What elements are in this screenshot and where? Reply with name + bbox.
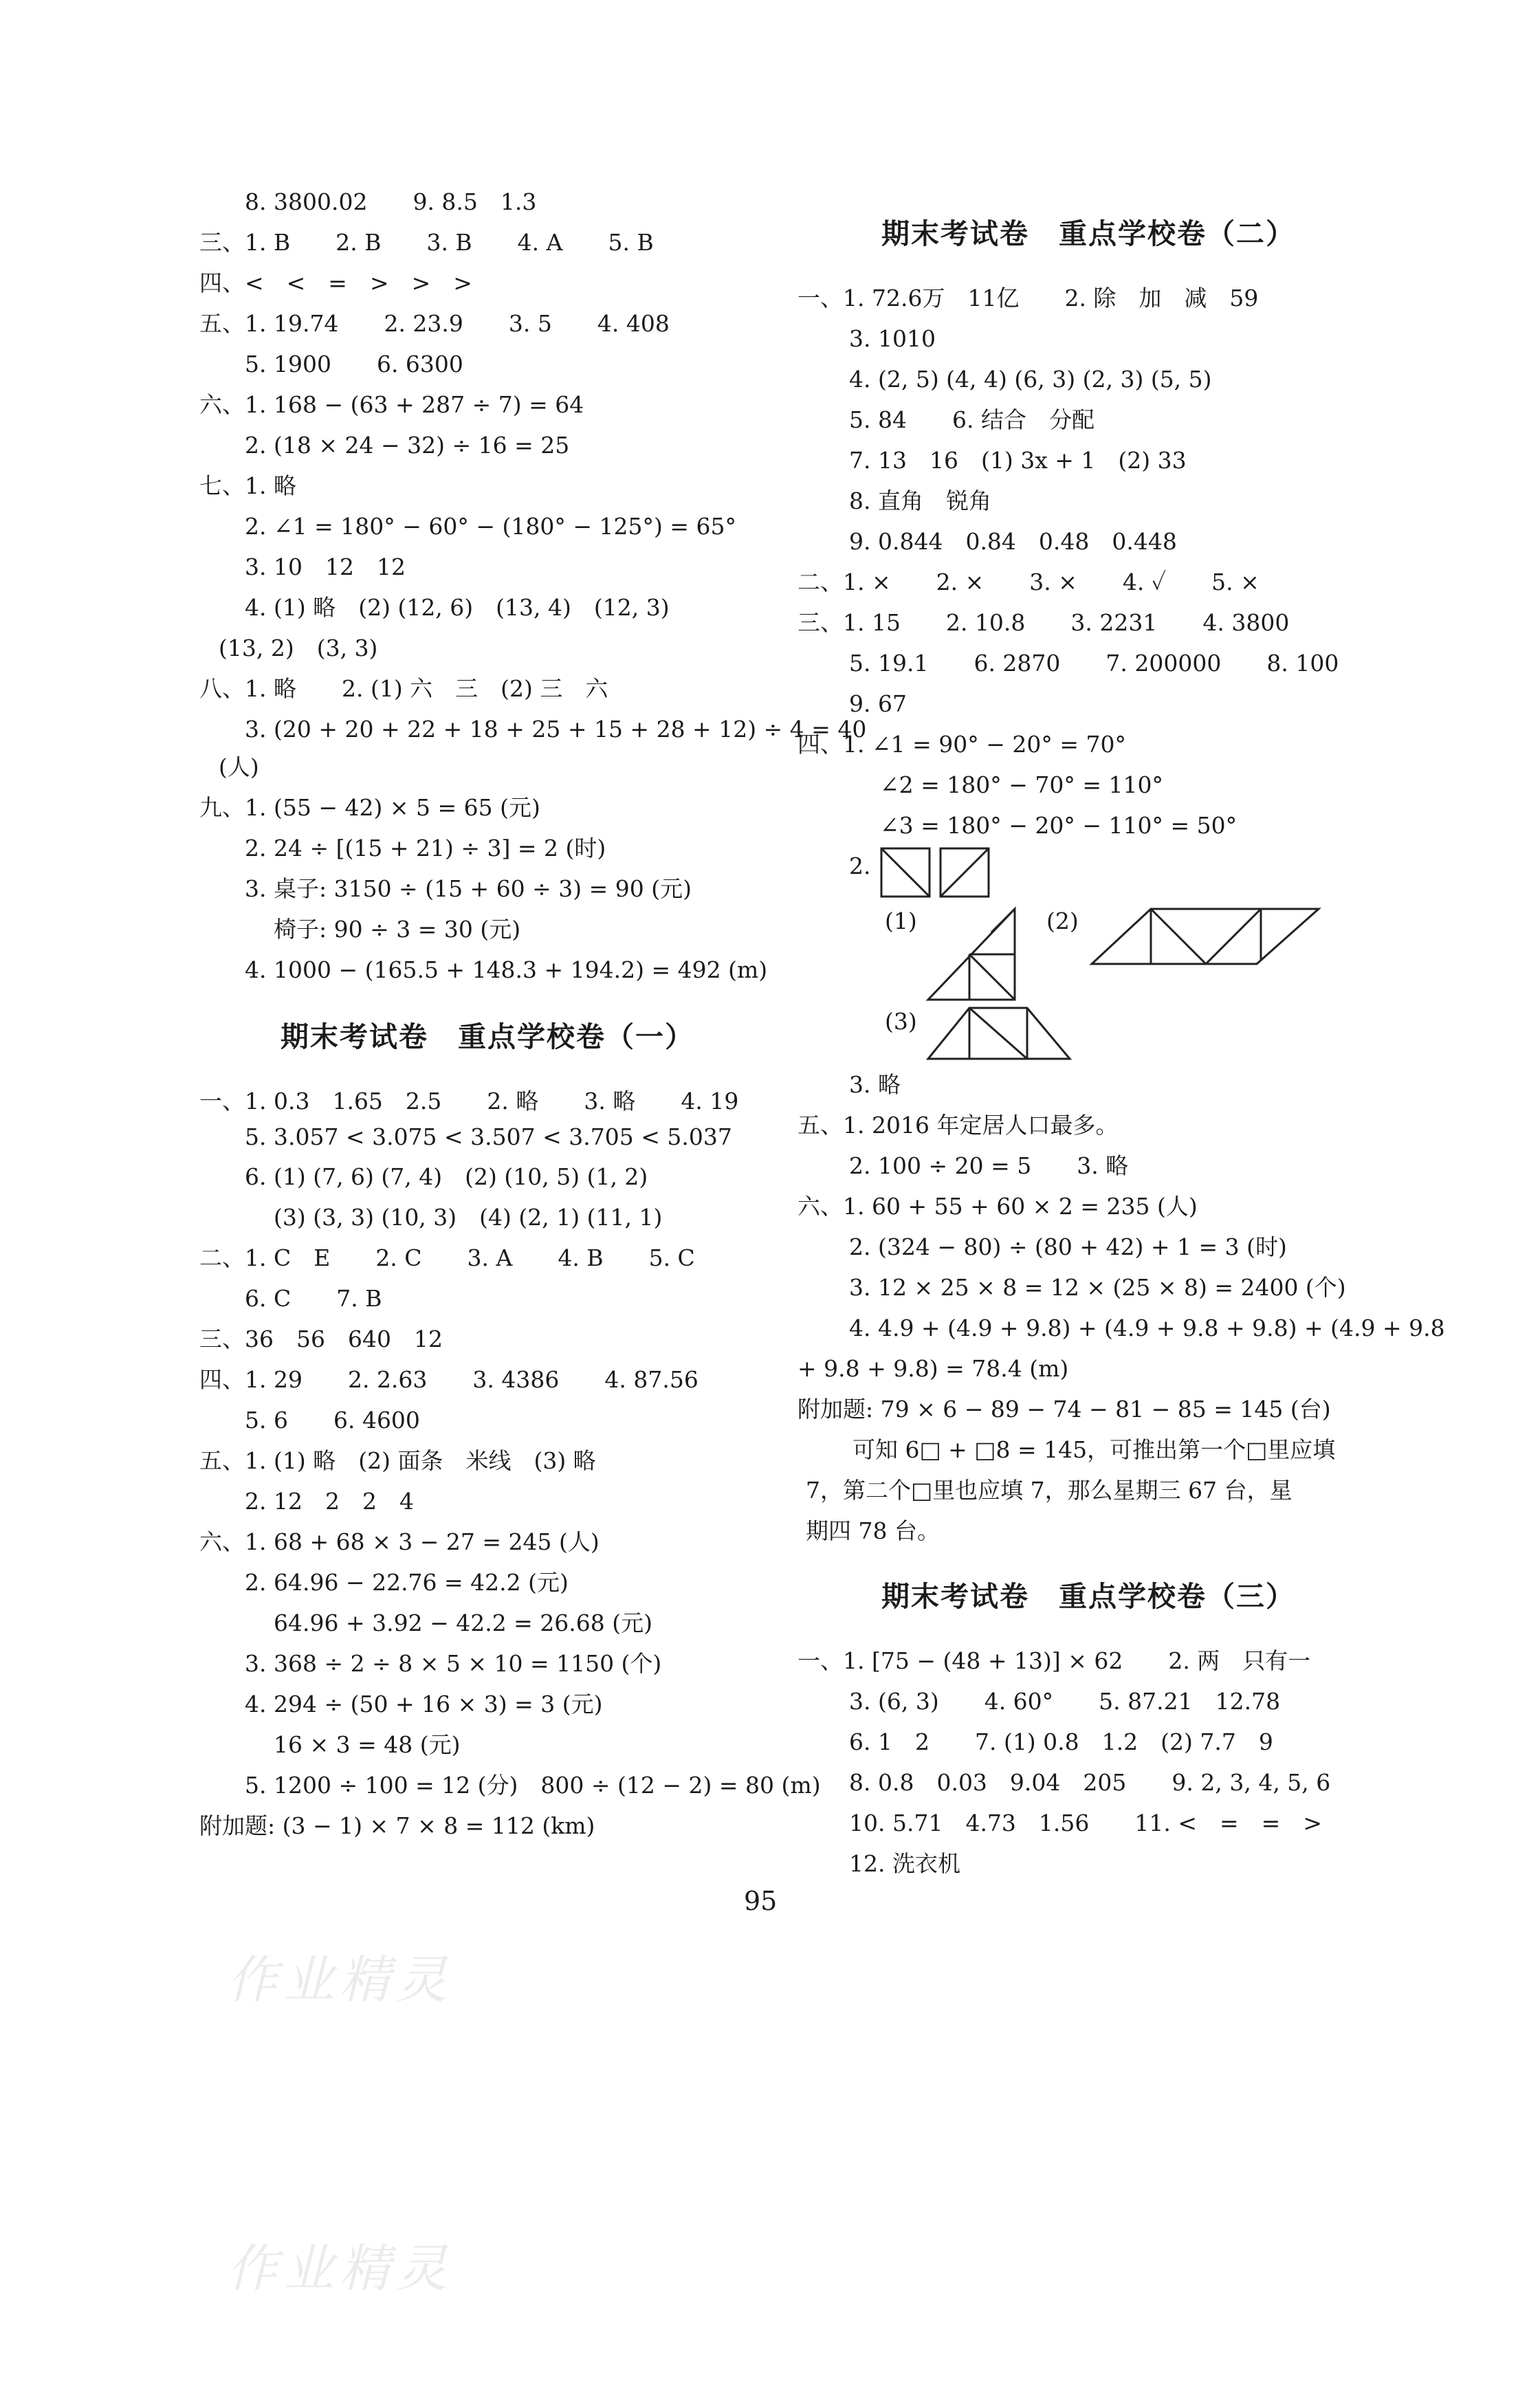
answer-line: 九、1. (55 − 42) × 5 = 65 (元) <box>199 794 540 821</box>
answer-line: 一、1. 0.3 1.65 2.5 2. 略 3. 略 4. 19 <box>199 1088 739 1114</box>
answer-line: 8. 3800.02 9. 8.5 1.3 <box>245 188 537 215</box>
answer-line: 5. 84 6. 结合 分配 <box>849 406 1094 433</box>
answer-line: 4. (1) 略 (2) (12, 6) (13, 4) (12, 3) <box>245 594 670 621</box>
figure-square-a <box>880 847 935 899</box>
answer-line: 三、1. 15 2. 10.8 3. 2231 4. 3800 <box>798 609 1290 636</box>
answer-line: 一、1. [75 − (48 + 13)] × 62 2. 两 只有一 <box>798 1647 1311 1674</box>
answer-line: 3. 1010 <box>849 325 936 352</box>
answer-line: 12. 洗衣机 <box>849 1850 960 1877</box>
answer-line: 6. C 7. B <box>245 1285 382 1312</box>
figure-3-trapezoid <box>925 1005 1072 1063</box>
watermark-top: 作业精灵 <box>227 1951 452 2010</box>
answer-line: 5. 6 6. 4600 <box>245 1407 420 1434</box>
answer-line: 4. 1000 − (165.5 + 148.3 + 194.2) = 492 (m) <box>245 956 768 983</box>
section-title: 期末考试卷 重点学校卷（一） <box>280 1020 694 1053</box>
answer-line: 六、1. 68 + 68 × 3 − 27 = 245 (人) <box>199 1528 600 1555</box>
answer-line: 椅子: 90 ÷ 3 = 30 (元) <box>274 916 521 943</box>
answer-line: 3. 略 <box>849 1071 901 1098</box>
answer-line: 二、1. C E 2. C 3. A 4. B 5. C <box>199 1244 695 1271</box>
answer-line: 二、1. × 2. × 3. × 4. ✓ 5. × <box>798 569 1260 595</box>
answer-line: 2. 12 2 2 4 <box>245 1488 414 1515</box>
answer-line: 三、36 56 640 12 <box>199 1326 443 1352</box>
answer-line: 8. 0.8 0.03 9.04 205 9. 2, 3, 4, 5, 6 <box>849 1769 1331 1796</box>
answer-line: 2. ∠1 = 180° − 60° − (180° − 125°) = 65° <box>245 513 736 540</box>
answer-line: 六、1. 60 + 55 + 60 × 2 = 235 (人) <box>798 1193 1198 1220</box>
section-title: 期末考试卷 重点学校卷（三） <box>881 1580 1295 1613</box>
answer-line: 2. (18 × 24 − 32) ÷ 16 = 25 <box>245 432 570 459</box>
answer-line: 6. (1) (7, 6) (7, 4) (2) (10, 5) (1, 2) <box>245 1163 648 1190</box>
answer-line: 5. 1900 6. 6300 <box>245 351 463 377</box>
answer-line: 6. 1 2 7. (1) 0.8 1.2 (2) 7.7 9 <box>849 1728 1273 1755</box>
answer-line: 3. 368 ÷ 2 ÷ 8 × 5 × 10 = 1150 (个) <box>245 1650 662 1677</box>
answer-line: 一、1. 72.6万 11亿 2. 除 加 减 59 <box>798 285 1259 311</box>
page-number: 95 <box>744 1886 778 1916</box>
answer-line: 附加题: (3 − 1) × 7 × 8 = 112 (km) <box>199 1812 595 1839</box>
answer-line: 五、1. (1) 略 (2) 面条 米线 (3) 略 <box>199 1447 596 1474</box>
answer-line: 七、1. 略 <box>199 472 296 499</box>
answer-line: 八、1. 略 2. (1) 六 三 (2) 三 六 <box>199 675 608 702</box>
answer-line: 2. <box>849 853 871 879</box>
answer-line: 2. (324 − 80) ÷ (80 + 42) + 1 = 3 (时) <box>849 1233 1287 1260</box>
answer-line: ∠3 = 180° − 20° − 110° = 50° <box>880 812 1238 839</box>
figure-label: (2) <box>1046 908 1079 934</box>
watermark-bottom: 作业精灵 <box>227 2239 452 2298</box>
answer-line: 2. 24 ÷ [(15 + 21) ÷ 3] = 2 (时) <box>245 835 606 861</box>
figure-square-b <box>939 847 994 899</box>
answer-line: 3. (6, 3) 4. 60° 5. 87.21 12.78 <box>849 1688 1281 1715</box>
answer-line: 9. 67 <box>849 690 907 717</box>
answer-line: 5. 1200 ÷ 100 = 12 (分) 800 ÷ (12 − 2) = 80 (m) <box>245 1772 821 1799</box>
answer-line: 8. 直角 锐角 <box>849 487 991 514</box>
answer-line: ∠2 = 180° − 70° = 110° <box>880 771 1164 798</box>
answer-line: (13, 2) (3, 3) <box>219 635 378 661</box>
figure-label: (1) <box>885 908 917 934</box>
answer-line: 4. 4.9 + (4.9 + 9.8) + (4.9 + 9.8 + 9.8) + (4.9 + 9.8 <box>849 1315 1445 1341</box>
answer-line: 四、1. 29 2. 2.63 3. 4386 4. 87.56 <box>199 1366 698 1393</box>
answer-line: 可知 6□ + □8 = 145，可推出第一个□里应填 <box>852 1436 1336 1463</box>
figure-2-parallelogram <box>1089 906 1323 968</box>
answer-line: 3. 12 × 25 × 8 = 12 × (25 × 8) = 2400 (个) <box>849 1274 1346 1301</box>
answer-line: 三、1. B 2. B 3. B 4. A 5. B <box>199 229 654 256</box>
answer-line: 四、< < = > > > <box>199 270 472 296</box>
answer-line: 3. 10 12 12 <box>245 553 406 580</box>
answer-line: 六、1. 168 − (63 + 287 ÷ 7) = 64 <box>199 391 584 418</box>
answer-line: 9. 0.844 0.84 0.48 0.448 <box>849 528 1177 555</box>
answer-line: 四、1. ∠1 = 90° − 20° = 70° <box>798 731 1126 758</box>
answer-line: 2. 64.96 − 22.76 = 42.2 (元) <box>245 1569 569 1596</box>
answer-line: 64.96 + 3.92 − 42.2 = 26.68 (元) <box>274 1610 653 1636</box>
answer-line: 期四 78 台。 <box>806 1517 940 1544</box>
answer-line: 五、1. 19.74 2. 23.9 3. 5 4. 408 <box>199 310 670 337</box>
answer-line: 4. 294 ÷ (50 + 16 × 3) = 3 (元) <box>245 1691 603 1717</box>
answer-line: 7，第二个□里也应填 7，那么星期三 67 台，星 <box>806 1477 1292 1504</box>
answer-line: 7. 13 16 (1) 3x + 1 (2) 33 <box>849 447 1187 474</box>
answer-line: 16 × 3 = 48 (元) <box>274 1731 461 1758</box>
answer-line: 3. (20 + 20 + 22 + 18 + 25 + 15 + 28 + 12) ÷ 4 = 40 <box>245 716 867 743</box>
answer-line: 五、1. 2016 年定居人口最多。 <box>798 1112 1119 1139</box>
section-title: 期末考试卷 重点学校卷（二） <box>881 217 1295 250</box>
answer-line: 4. (2, 5) (4, 4) (6, 3) (2, 3) (5, 5) <box>849 366 1212 393</box>
answer-line: 2. 100 ÷ 20 = 5 3. 略 <box>849 1152 1129 1179</box>
answer-line: 3. 桌子: 3150 ÷ (15 + 60 ÷ 3) = 90 (元) <box>245 875 692 902</box>
answer-line: 5. 19.1 6. 2870 7. 200000 8. 100 <box>849 650 1339 677</box>
answer-line: 附加题: 79 × 6 − 89 − 74 − 81 − 85 = 145 (台) <box>798 1396 1331 1423</box>
figure-label: (3) <box>885 1008 917 1035</box>
answer-line: + 9.8 + 9.8) = 78.4 (m) <box>798 1355 1069 1382</box>
answer-line: 5. 3.057 < 3.075 < 3.507 < 3.705 < 5.037 <box>245 1123 732 1150</box>
answer-line: 10. 5.71 4.73 1.56 11. < = = > <box>849 1810 1322 1836</box>
figure-1-triangle-tangram <box>925 906 1022 1004</box>
answer-line: (人) <box>219 754 259 780</box>
answer-line: (3) (3, 3) (10, 3) (4) (2, 1) (11, 1) <box>274 1204 663 1231</box>
